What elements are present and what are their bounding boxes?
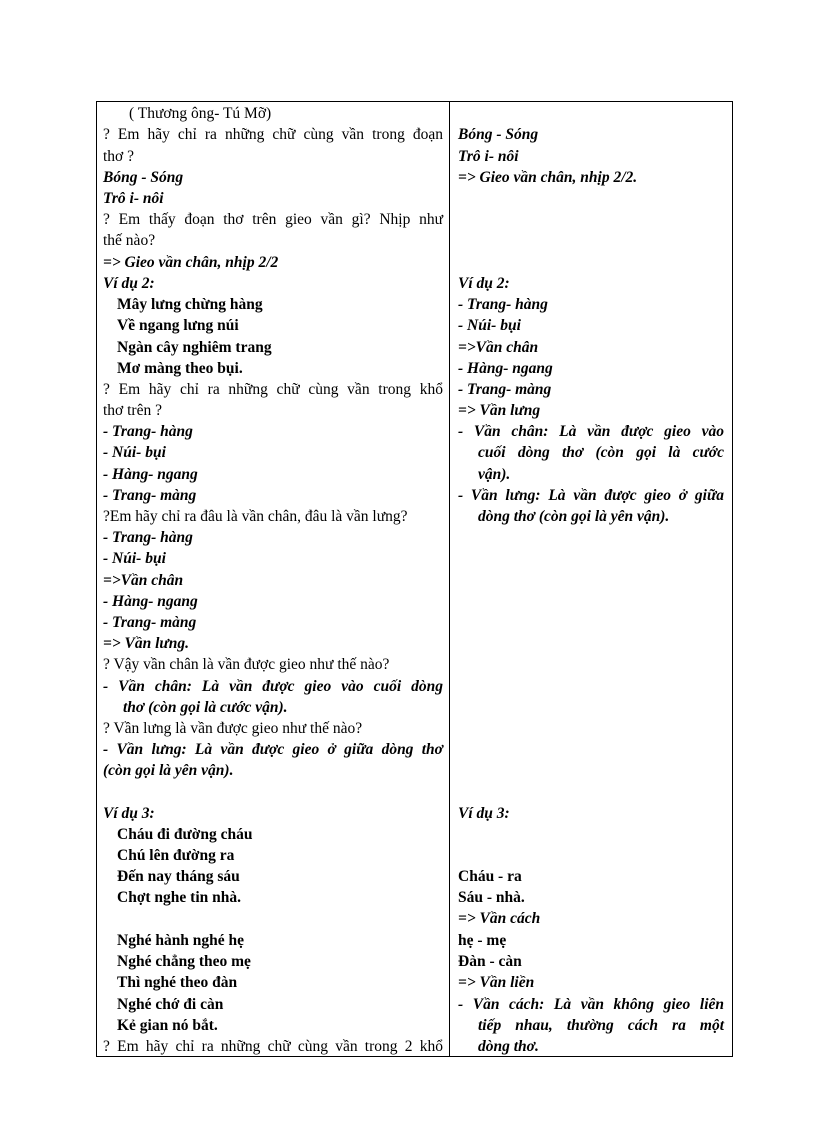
right-column-line: Bóng - Sóng	[458, 126, 539, 143]
left-column-line: ? Vần lưng là vần được gieo như thế nào?	[103, 720, 363, 737]
left-column-line: Mây lưng chừng hàng	[117, 296, 263, 313]
right-column-line: Trô i- nôi	[458, 148, 519, 165]
right-column-line: dòng thơ.	[478, 1038, 539, 1055]
left-column-line: ( Thương ông- Tú Mỡ)	[129, 105, 272, 122]
right-column-line: - Trang- màng	[458, 381, 552, 398]
right-column-line: - Trang- hàng	[458, 296, 548, 313]
left-column-line: - Vần lưng: Là vần được gieo ở giữa dòng thơ	[103, 741, 443, 758]
left-column-line: Ví dụ 3:	[103, 805, 155, 822]
left-column-line: Thì nghé theo đàn	[117, 974, 238, 991]
left-column-line: Đến nay tháng sáu	[117, 868, 240, 885]
left-column-line: Về ngang lưng núi	[117, 317, 239, 334]
left-column-line: Cháu đi đường cháu	[117, 826, 253, 843]
left-column-line: - Núi- bụi	[103, 550, 166, 567]
left-column-line: thế nào?	[103, 232, 156, 249]
right-column-line: => Vần lưng	[458, 402, 541, 419]
left-column-line: - Hàng- ngang	[103, 593, 198, 610]
right-column-line: cuối dòng thơ (còn gọi là cước	[478, 444, 724, 461]
left-column-line: - Trang- hàng	[103, 423, 193, 440]
left-column-line: Ngàn cây nghiêm trang	[117, 339, 272, 356]
lesson-table	[96, 101, 733, 1057]
left-column-line: Bóng - Sóng	[103, 169, 184, 186]
left-column-line: - Núi- bụi	[103, 444, 166, 461]
right-column-line: Ví dụ 3:	[458, 805, 510, 822]
right-column-line: hẹ - mẹ	[458, 932, 507, 949]
left-column-line: Nghé chẳng theo mẹ	[117, 953, 251, 970]
right-column-line: - Vần cách: Là vần không gieo liên	[458, 996, 724, 1013]
left-column-line: thơ trên ?	[103, 402, 162, 419]
right-column-line: vận).	[478, 466, 511, 483]
left-column-line: => Gieo vần chân, nhịp 2/2	[103, 254, 279, 271]
left-column-line: - Trang- hàng	[103, 529, 193, 546]
right-column-line: Sáu - nhà.	[458, 889, 525, 906]
left-column-line: thơ ?	[103, 148, 135, 165]
right-column-line: tiếp nhau, thường cách ra một	[478, 1017, 724, 1034]
right-column-line: => Vần liền	[458, 974, 535, 991]
left-column-line: thơ (còn gọi là cước vận).	[123, 699, 288, 716]
left-column-line: ? Em hãy chỉ ra những chữ cùng vần trong đoạn	[103, 126, 443, 143]
right-column-line: Ví dụ 2:	[458, 275, 510, 292]
left-column-line: (còn gọi là yên vận).	[103, 762, 234, 779]
right-column-line: - Hàng- ngang	[458, 360, 553, 377]
left-column-line: Chú lên đường ra	[117, 847, 235, 864]
left-column-line: Trô i- nôi	[103, 190, 164, 207]
right-column-line: => Vần cách	[458, 910, 541, 927]
left-column-line: ?Em hãy chỉ ra đâu là vần chân, đâu là vần lưng?	[103, 508, 408, 525]
left-column-line: - Trang- màng	[103, 487, 197, 504]
left-column-line: ? Vậy vần chân là vần được gieo như thế nào?	[103, 656, 390, 673]
left-column-line: ? Em hãy chỉ ra những chữ cùng vần trong khổ	[103, 381, 443, 398]
right-column-line: - Vần chân: Là vần được gieo vào	[458, 423, 724, 440]
left-column-line: Nghé chớ đi càn	[117, 996, 224, 1013]
right-column-line: - Núi- bụi	[458, 317, 521, 334]
column-divider	[449, 102, 450, 1056]
left-column-line: - Hàng- ngang	[103, 466, 198, 483]
right-column-line: dòng thơ (còn gọi là yên vận).	[478, 508, 670, 525]
right-column-line: - Vần lưng: Là vần được gieo ở giữa	[458, 487, 724, 504]
right-column-line: Cháu - ra	[458, 868, 522, 885]
left-column-line: Nghé hành nghé hẹ	[117, 932, 245, 949]
left-column-line: => Vần lưng.	[103, 635, 189, 652]
left-column-line: Ví dụ 2:	[103, 275, 155, 292]
left-column-line: - Trang- màng	[103, 614, 197, 631]
left-column-line: - Vần chân: Là vần được gieo vào cuối dòng	[103, 678, 443, 695]
left-column-line: Mơ màng theo bụi.	[117, 360, 243, 377]
left-column-line: ? Em thấy đoạn thơ trên gieo vần gì? Nhịp như	[103, 211, 443, 228]
right-column-line: =>Vần chân	[458, 339, 539, 356]
left-column-line: Kẻ gian nó bắt.	[117, 1017, 218, 1034]
right-column-line: Đàn - càn	[458, 953, 522, 970]
left-column-line: =>Vần chân	[103, 572, 184, 589]
left-column-line: ? Em hãy chỉ ra những chữ cùng vần trong 2 khổ	[103, 1038, 443, 1055]
left-column-line: Chợt nghe tin nhà.	[117, 889, 242, 906]
right-column-line: => Gieo vần chân, nhịp 2/2.	[458, 169, 638, 186]
